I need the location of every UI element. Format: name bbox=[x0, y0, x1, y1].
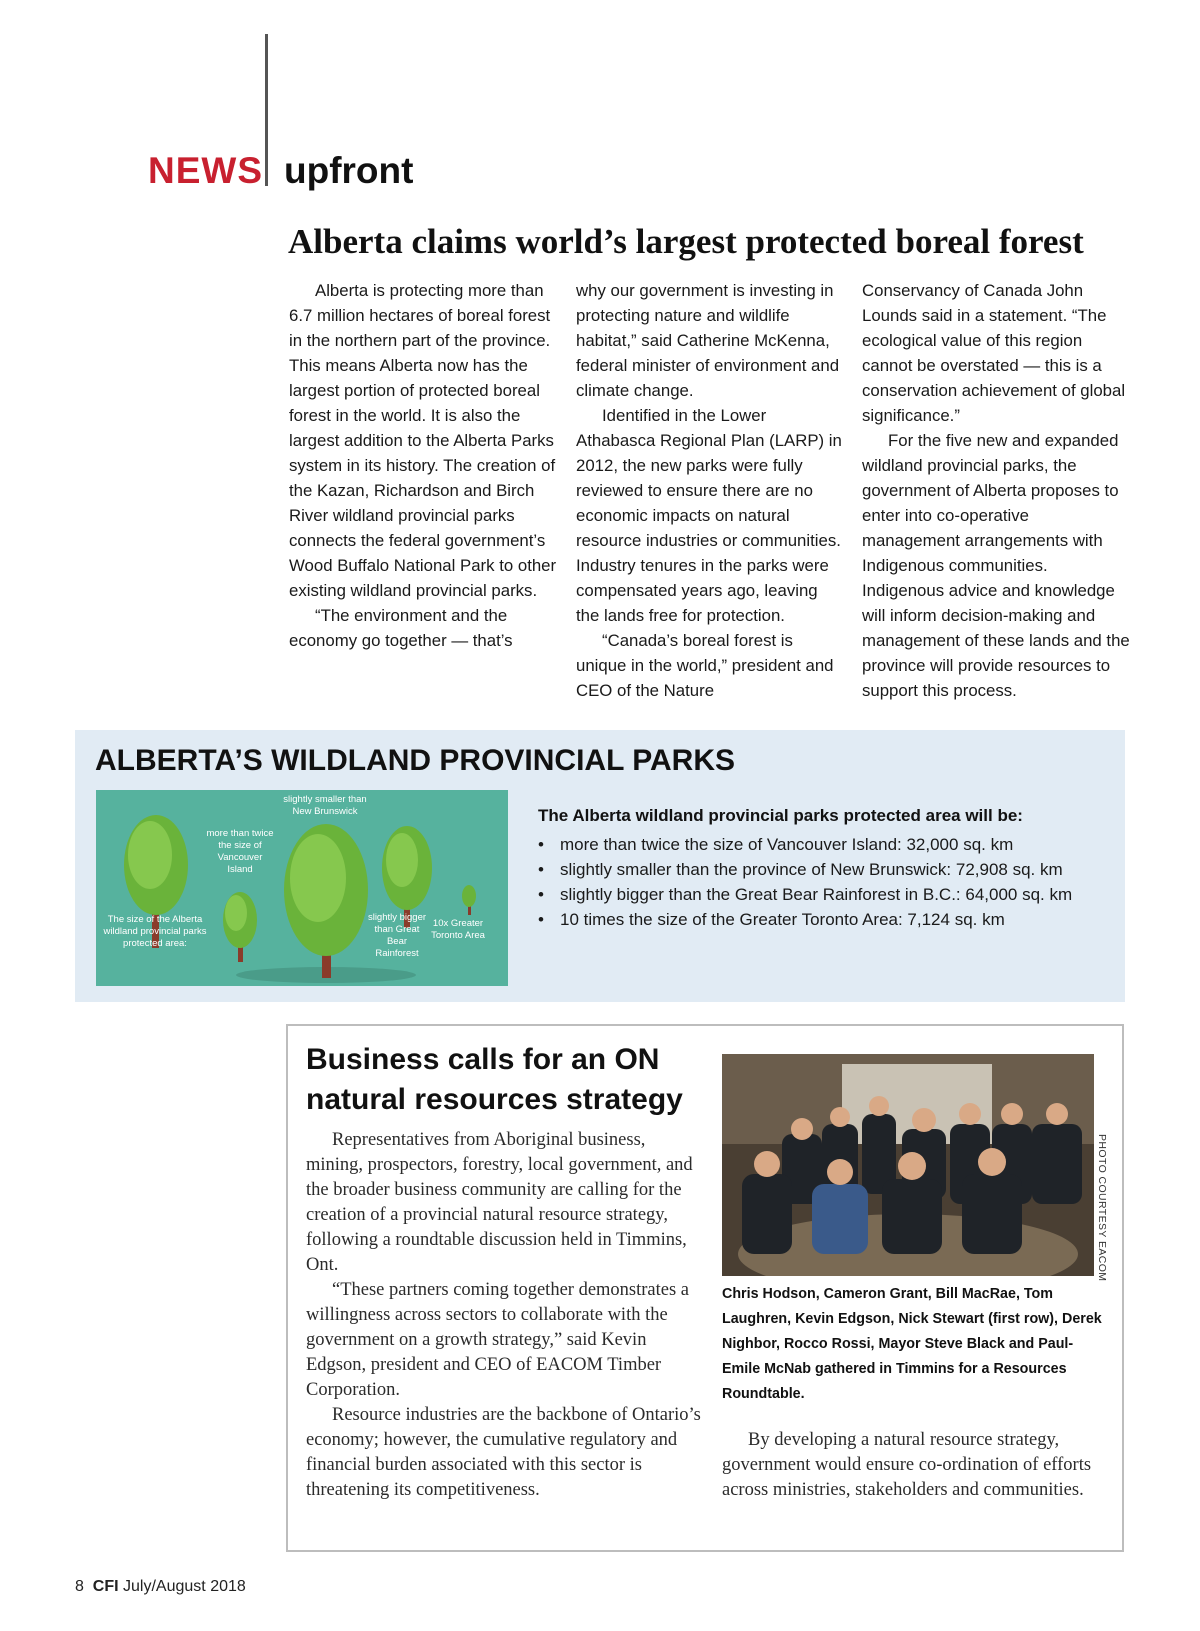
bullet-icon: • bbox=[538, 910, 544, 929]
article-column-2 bbox=[576, 278, 844, 703]
issue-date: July/August 2018 bbox=[123, 1578, 246, 1595]
page-footer bbox=[75, 1578, 246, 1596]
bullet-icon: • bbox=[538, 835, 544, 854]
article-headline: Alberta claims world’s largest protected boreal forest bbox=[288, 222, 1084, 261]
photo-credit bbox=[1094, 1134, 1110, 1282]
sidebar-paragraph: Representatives from Aboriginal business, mining, prospectors, forestry, local government, and the broader business community are calling for the creation of a provincial natural resource strategy, following a roundtable discussion held in Timmins, Ont. bbox=[306, 1130, 693, 1275]
parks-size-graphic bbox=[96, 790, 508, 986]
list-item-text: more than twice the size of Vancouver Island: 32,000 sq. km bbox=[560, 835, 1014, 854]
article-paragraph: Alberta is protecting more than 6.7 million hectares of boreal forest in the northern part of the province. This means Alberta now has the largest portion of protected boreal forest in the world. It is also the largest addition to the Alberta Parks system in its history. The creation of the Kazan, Richardson and Birch River wildland provincial parks connects the federal government’s Wood Buffalo National Park to other existing wildland provincial parks. bbox=[289, 281, 557, 600]
parks-lead: The Alberta wildland provincial parks protected area will be: bbox=[538, 806, 1023, 825]
article-paragraph: “Canada’s boreal forest is unique in the world,” president and CEO of the Nature bbox=[576, 631, 834, 700]
list-item-text: 10 times the size of the Greater Toronto Area: 7,124 sq. km bbox=[560, 910, 1005, 929]
sidebar-body bbox=[306, 1128, 706, 1503]
article-paragraph: Conservancy of Canada John Lounds said in a statement. “The ecological value of this region cannot be overstated — this is a conservation achievement of global significance.” bbox=[862, 281, 1126, 425]
tree-illustration bbox=[96, 790, 508, 986]
magazine-name: CFI bbox=[92, 1578, 119, 1595]
photo-credit-text: PHOTO COURTESY EACOM bbox=[1096, 1134, 1108, 1282]
sidebar-paragraph: Resource industries are the backbone of Ontario’s economy; however, the cumulative regulatory and financial burden associated with this sector is threatening its competitiveness. bbox=[306, 1405, 701, 1500]
list-item bbox=[538, 907, 1072, 932]
page-number: 8 bbox=[75, 1578, 84, 1595]
list-item bbox=[538, 832, 1072, 857]
graphic-label-greatbear: slightly bigger than Great Bear Rainforest bbox=[367, 912, 427, 959]
parks-list bbox=[538, 832, 1072, 932]
graphic-label-brunswick: slightly smaller than New Brunswick bbox=[283, 794, 367, 817]
photo-caption: Chris Hodson, Cameron Grant, Bill MacRae, Tom Laughren, Kevin Edgson, Nick Stewart (first row), Derek Nighbor, Rocco Rossi, Mayor Steve Black and Paul-Emile McNab gathered in Timmins for a Resources Roundtable. bbox=[722, 1286, 1102, 1402]
graphic-label-base: The size of the Alberta wildland provincial parks protected area: bbox=[103, 914, 207, 949]
section-label-upfront: upfront bbox=[284, 150, 414, 191]
article-paragraph: why our government is investing in protecting nature and wildlife habitat,” said Catherine McKenna, federal minister of environment and climate change. bbox=[576, 281, 840, 400]
bullet-icon: • bbox=[538, 860, 544, 879]
sidebar-title: Business calls for an ON natural resources strategy bbox=[306, 1043, 683, 1116]
list-item bbox=[538, 857, 1072, 882]
roundtable-photo bbox=[722, 1054, 1094, 1276]
article-paragraph: “The environment and the economy go together — that’s bbox=[289, 606, 513, 650]
sidebar-paragraph: By developing a natural resource strategy, government would ensure co-ordination of efforts across ministries, stakeholders and communities. bbox=[722, 1430, 1092, 1500]
article-column-3 bbox=[862, 278, 1130, 703]
sidebar-body-closing bbox=[722, 1428, 1102, 1503]
section-divider bbox=[265, 34, 268, 186]
sidebar-paragraph: “These partners coming together demonstrates a willingness across sectors to collaborate with the government on a growth strategy,” said Kevin Edgson, president and CEO of EACOM Timber Corporation. bbox=[306, 1280, 690, 1400]
parks-title: ALBERTA’S WILDLAND PROVINCIAL PARKS bbox=[95, 744, 736, 777]
group-photo-illustration bbox=[722, 1054, 1094, 1276]
graphic-label-vancouver: more than twice the size of Vancouver Island bbox=[206, 828, 274, 875]
graphic-label-toronto: 10x Greater Toronto Area bbox=[431, 918, 485, 941]
list-item-text: slightly bigger than the Great Bear Rainforest in B.C.: 64,000 sq. km bbox=[560, 885, 1073, 904]
list-item-text: slightly smaller than the province of New Brunswick: 72,908 sq. km bbox=[560, 860, 1063, 879]
list-item bbox=[538, 882, 1072, 907]
article-column-1 bbox=[289, 278, 557, 653]
article-paragraph: Identified in the Lower Athabasca Regional Plan (LARP) in 2012, the new parks were fully reviewed to ensure there are no economic impacts on natural resource industries or communities. Industry tenures in the parks were compensated years ago, leaving the lands free for protection. bbox=[576, 406, 842, 625]
section-label-news: NEWS bbox=[148, 150, 263, 191]
tree-toronto-icon bbox=[462, 885, 476, 907]
article-paragraph: For the five new and expanded wildland provincial parks, the government of Alberta proposes to enter into co-operative management arrangements with Indigenous communities. Indigenous advice and knowledge will inform decision-making and management of these lands and the province will provide resources to support this process. bbox=[862, 431, 1130, 700]
bullet-icon: • bbox=[538, 885, 544, 904]
